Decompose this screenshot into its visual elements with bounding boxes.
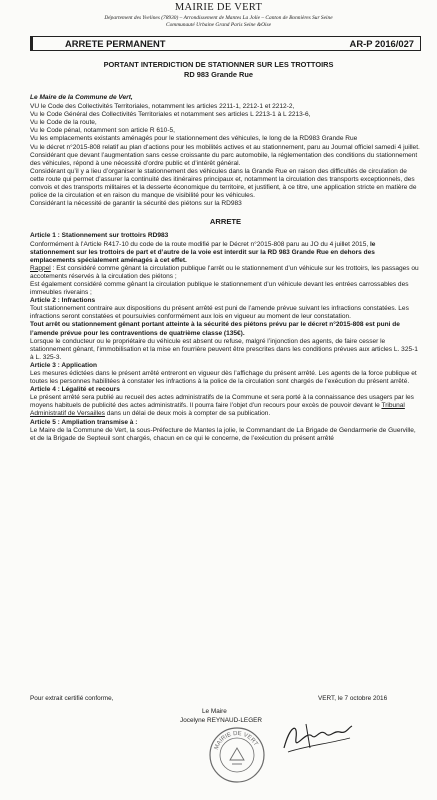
- decree-type: ARRETE PERMANENT: [65, 38, 166, 49]
- certified-copy: Pour extrait certifié conforme,: [30, 695, 114, 702]
- decree-subject: PORTANT INTERDICTION DE STATIONNER SUR LES TROTTOIRS: [103, 60, 334, 69]
- decree-body: [30, 94, 421, 443]
- article-2-title: Article 2 : Infractions: [30, 297, 96, 305]
- signatory-role: Le Maire: [202, 708, 227, 715]
- town-seal-stamp: [208, 726, 266, 784]
- town-hall-title: MAIRIE DE VERT: [174, 2, 263, 13]
- mayor-line: Le Maire de la Commune de Vert,: [30, 94, 133, 101]
- decree-reference: AR-P 2016/027: [349, 38, 414, 49]
- arrete-heading: ARRETE: [209, 217, 242, 227]
- community-line: Communauté Urbaine Grand Paris Seine &Oise: [166, 22, 271, 28]
- article-3-text: Les mesures édictées dans le présent arrêté entreront en vigueur dès l’affichage du présent arrêté. Les agents de la force publique et toutes les personnes habilitées à constater les infractions à la police de la circulation sont chargés de l’exécution du présent arrêté.: [30, 370, 417, 386]
- preamble-line: Vu les emplacements existants aménagés pour le stationnement des véhicules, le long de la RD983 Grande Rue: [30, 135, 358, 143]
- preamble-line: Vu le Code de la route,: [30, 119, 97, 127]
- article-5-title: Article 5 : Ampliation transmise à :: [30, 418, 138, 426]
- place-date: VERT, le 7 octobre 2016: [318, 695, 388, 702]
- preamble-line: VU le Code des Collectivités Territoriales, notamment les articles 2211-1, 2212-1 et 2212-2,: [30, 103, 295, 111]
- article-2-text-c: Lorsque le conducteur ou le propriétaire du véhicule est absent ou refuse, malgré l’injonction des agents, de faire cesser le stationnement gênant, l’immobilisation et la mise en fourrière peuvent être prescrites dans les conditions prévues aux articles L. 325-1 à L. 325-3.: [30, 337, 418, 361]
- article-4-title: Article 4 : Légalité et recours: [30, 386, 120, 394]
- preamble-line: Vu le décret n°2015-808 relatif au plan d’actions pour les mobilités actives et au stationnement, paru au Journal officiel samedi 4 juillet.: [30, 143, 420, 151]
- preamble-line: Considérant que devant l’augmentation sans cesse croissante du parc automobile, la réglementation des conditions du stationnement des véhicules, répond à une nécessité d’ordre public et d’intérêt général.: [30, 151, 418, 167]
- article-3-title: Article 3 : Application: [30, 361, 98, 369]
- decree-title-bar: [30, 36, 421, 51]
- article-1-title: Article 1 : Stationnement sur trottoirs RD983: [30, 232, 169, 240]
- department-line: Département des Yvelines (78930) – Arrondissement de Mantes La Jolie – Canton de Bonnières Sur Seine: [104, 15, 333, 21]
- article-1-reminder: Rappel : Est considéré comme gênant la circulation publique l’arrêt ou le stationnement d’un véhicule sur les trottoirs, les passages ou accotements réservés à la circulation des piétons ;: [30, 264, 419, 280]
- preamble-line: Considérant la nécessité de garantir la sécurité des piétons sur la RD983: [30, 200, 242, 208]
- signatory-name: Jocelyne REYNAUD-LEGER: [180, 717, 263, 724]
- article-5-text: Le Maire de la Commune de Vert, la sous-Préfecture de Mantes la jolie, le Commandant de La Brigade de Gendarmerie de Guerville, et de la Brigade de Septeuil sont chargés, chacun en ce qui le concerne, de l’exécution du présent arrêté: [30, 426, 416, 442]
- mayor-signature: [276, 718, 356, 758]
- seal-text: MAIRIE DE VERT: [213, 730, 259, 751]
- decree-road: RD 983 Grande Rue: [183, 70, 253, 79]
- article-1-text-c: Est également considéré comme gênant la circulation publique le stationnement d’un véhicule devant les entrées carrossables des immeubles riverains ;: [30, 280, 409, 297]
- preamble-line: Vu le Code Général des Collectivités Territoriales et notamment ses articles L 2213-1 à L 2213-6,: [30, 111, 311, 119]
- article-2-penalty: Tout arrêt ou stationnement gênant portant atteinte à la sécurité des piétons prévu par le décret n°2015-808 est puni de l’amende prévue pour les contraventions de quatrième classe (135€).: [30, 321, 400, 337]
- article-4-text: Le présent arrêté sera publié au recueil des actes administratifs de la Commune et sera porté à la connaissance des usagers par les moyens habituels de publicité des actes administratifs. Il pourra faire l’objet d’un recours pour excès de pouvoir devant le Tribunal Administratif de Versailles dans un délai de deux mois à compter de sa publication.: [30, 394, 414, 418]
- article-1-text: Conformément à l’Article R417-10 du code de la route modifié par le Décret n°2015-808 paru au JO du 4 juillet 2015, le stationnement sur les trottoirs de part et d’autre de la voie est interdit sur la RD 983 Grande Rue en dehors des emplacements spécialement aménagés à cet effet.: [30, 240, 376, 264]
- preamble-line: Considérant qu’il y a lieu d’organiser le stationnement des véhicules dans la Grande Rue en raison des difficultés de circulation de cette route qui permet d’assurer la continuité des itinéraires principaux et, notamment la circulation des transports exceptionnels, des convois et des transports militaires et la desserte économique du territoire, et justifient, à ce titre, une application stricte en matière de police de la circulation et en raison du manque de visibilité pour les véhicules.: [30, 167, 417, 200]
- preamble-line: Vu le Code pénal, notamment son article R 610-5,: [30, 127, 175, 135]
- article-2-text: Tout stationnement contraire aux dispositions du présent arrêté est puni de l’amende prévue suivant les infractions constatées. Les infractions seront constatées et poursuivies conformément aux lois en vigueur au moment de leur constatation.: [30, 305, 409, 321]
